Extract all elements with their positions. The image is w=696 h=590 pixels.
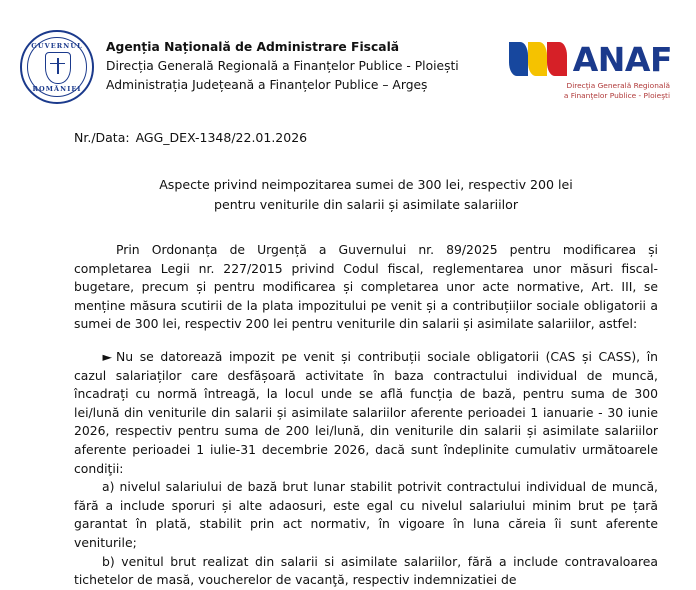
document-number-line [74,130,658,145]
page-title-line-1: Aspecte privind neimpozitarea sumei de 300 lei, respectiv 200 lei [159,177,573,192]
document-body [0,130,696,590]
org-line-county: Administrația Județeană a Finanțelor Publice – Argeș [106,78,428,92]
paragraph-exemption-text: Nu se datorează impozit pe venit și contribuții sociale obligatorii (CAS și CASS), în cazul salariaților care desfășoară activitate în baza contractului individual de muncă, încadrați cu normă întreagă, la locul unde se află funcția de bază, pentru suma de 300 lei/lună din veniturile din salarii și asimilate salariilor aferente perioadei 1 ianuarie - 30 iunie 2026, respectiv pentru suma de 200 lei/lună, din veniturile din salarii și asimilate salariilor aferente perioadei 1 iulie-31 decembrie 2026, dacă sunt îndeplinite cumulativ următoarele condiţii: [74,348,658,476]
organization-names [106,28,509,95]
arrow-marker-icon: ► [102,348,112,364]
seal-crest-shield [45,52,71,84]
anaf-logo-row [509,39,672,79]
flag-stripe-yellow [528,42,547,76]
paragraph-exemption [74,348,658,478]
document-number-value: AGG_DEX-1348/22.01.2026 [135,130,308,145]
seal-text-bottom: ROMÂNIEI [32,85,82,93]
anaf-subtitle-line-1: Direcţia Generală Regională [566,81,670,90]
anaf-subtitle-line-2: a Finanţelor Publice - Ploieşti [563,91,670,100]
org-line-agency: Agenția Națională de Administrare Fiscală [106,40,400,54]
page-title [74,175,658,215]
document-number-label: Nr./Data: [74,130,130,145]
anaf-wordmark: ANAF [572,39,672,79]
condition-a-text: a) nivelul salariului de bază brut lunar stabilit potrivit contractului individual de muncă, fără a include sporuri și alte adaosuri, este egal cu nivelul salariului minim brut pe țară garantat în plată, stabilit prin act normativ, în vigoare în luna căreia îi sunt aferente veniturile; [74,479,658,550]
paragraph-intro-text: Prin Ordonanța de Urgență a Guvernului nr. 89/2025 pentru modificarea și completarea Legii nr. 227/2015 privind Codul fiscal, reglementarea unor măsuri fiscal-bugetare, precum și pentru modificarea și completarea unor acte normative, Art. III, se menține măsura scutirii de la plata impozitului pe venit și a contribuțiilor sociale obligatorii a sumei de 300 lei, respectiv 200 lei pentru veniturile din salarii și asimilate salariilor, astfel: [74,242,658,332]
condition-b-text: b) venitul brut realizat din salarii si asimilate salariilor, fără a include contravaloarea tichetelor de masă, voucherelor de vacanţă, respectiv indemnizatiei de [74,553,658,588]
seal-text-top: GUVERNUL [31,42,83,50]
page-title-line-2: pentru veniturile din salarii și asimilate salariilor [213,197,519,212]
paragraph-intro [74,241,658,334]
anaf-logo [509,28,676,101]
condition-b [74,553,658,590]
government-seal-icon [20,30,94,104]
flag-stripe-red [547,42,566,76]
romanian-flag-icon [509,42,567,76]
org-line-regional: Direcția Generală Regională a Finanțelor Publice - Ploiești [106,59,459,73]
flag-stripe-blue [509,42,528,76]
condition-a [74,478,658,552]
document-header [0,0,696,104]
